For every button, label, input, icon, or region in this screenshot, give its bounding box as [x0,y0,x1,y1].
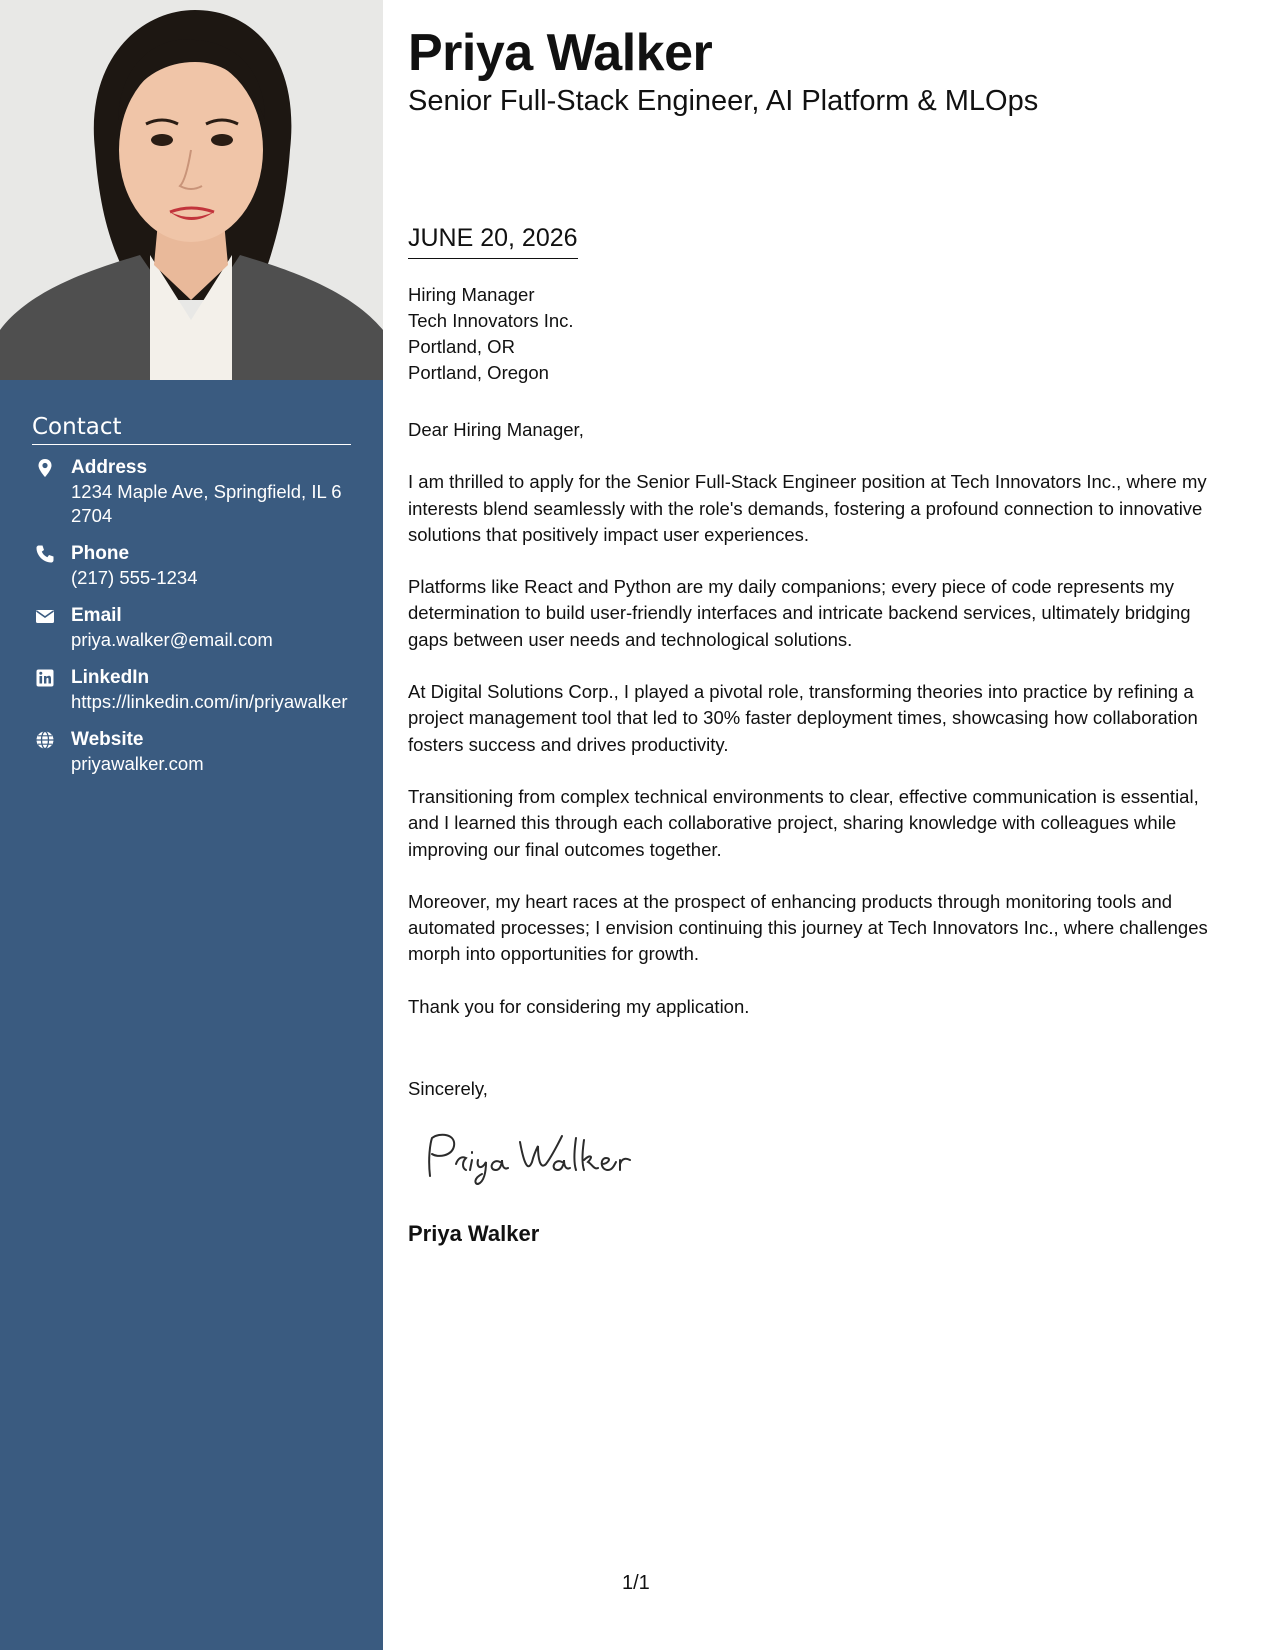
letter-body [408,417,1228,1046]
phone-icon [35,544,55,564]
contact-email [32,603,351,652]
globe-icon [35,730,55,750]
map-pin-icon [35,458,55,478]
recipient-line: Portland, OR [408,336,515,357]
contact-address [32,455,351,528]
paragraph: Platforms like React and Python are my daily companions; every piece of code represents my determination to build user-friendly interfaces and intricate backend services, ultimately bridging gaps between user needs and technological solutions. [408,576,1191,650]
contact-phone [32,541,351,590]
contact-label: LinkedIn [71,667,150,688]
contact-website [32,727,351,776]
paragraph: Transitioning from complex technical environments to clear, effective communication is essential, and I learned this through each collaborative project, sharing knowledge with colleagues while improving our final outcomes together. [408,785,1199,860]
recipient-block [408,282,574,386]
job-title: Senior Full-Stack Engineer, AI Platform & MLOps [408,85,1039,117]
linkedin-value[interactable]: https://linkedin.com/in/priyawalker [71,691,348,712]
address-value: 1234 Maple Ave, Springfield, IL 62704 [71,481,342,526]
sidebar [0,0,383,1650]
salutation: Dear Hiring Manager, [408,419,584,440]
recipient-line: Tech Innovators Inc. [408,310,574,331]
page-number: 1/1 [622,1572,650,1594]
signer-name: Priya Walker [408,1221,540,1246]
website-value[interactable]: priyawalker.com [71,753,204,774]
letter-date: JUNE 20, 2026 [408,222,578,259]
contact-label: Address [71,457,148,478]
contact-section [32,412,351,789]
contact-linkedin [32,665,351,714]
handwritten-signature [416,1124,656,1195]
closing: Sincerely, [408,1078,488,1099]
email-value[interactable]: priya.walker@email.com [71,629,273,650]
phone-value[interactable]: (217) 555-1234 [71,567,198,588]
page-title: Priya Walker [408,24,713,82]
contact-heading: Contact [32,412,351,445]
contact-label: Email [71,605,122,626]
contact-label: Website [71,729,144,750]
recipient-line: Hiring Manager [408,284,535,305]
thanks-line: Thank you for considering my application. [408,995,750,1017]
paragraph: Moreover, my heart races at the prospect of enhancing products through monitoring tools and automated processes; I envision continuing this journey at Tech Innovators Inc., where challenges morph into opportunities for growth. [408,890,1208,965]
recipient-line: Portland, Oregon [408,362,549,383]
linkedin-icon [35,668,55,688]
paragraph: I am thrilled to apply for the Senior Full-Stack Engineer position at Tech Innovators Inc., where my interests blend seamlessly with the role's demands, fostering a profound connection to innovative solutions that positively impact user experiences. [408,471,1207,545]
contact-label: Phone [71,543,130,564]
paragraph: At Digital Solutions Corp., I played a pivotal role, transforming theories into practice by refining a project management tool that led to 30% faster deployment times, showcasing how collaboration fosters success and drives productivity. [408,681,1198,755]
profile-photo [0,0,383,380]
envelope-icon [35,606,55,626]
